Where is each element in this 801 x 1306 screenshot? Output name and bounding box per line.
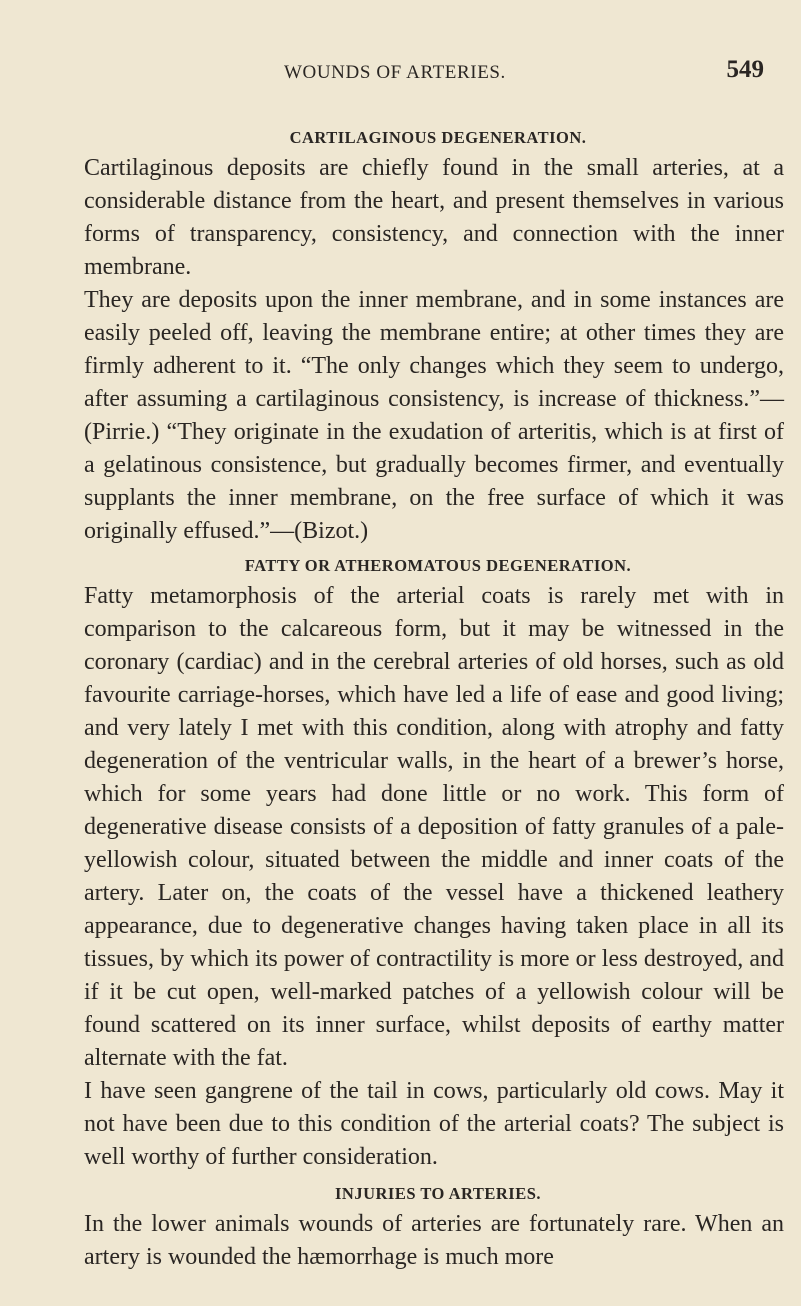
running-title: WOUNDS OF ARTERIES.	[284, 62, 506, 83]
page-body	[84, 128, 784, 1274]
paragraph: Fatty metamorphosis of the arterial coats is rarely met with in comparison to the calcareous form, but it may be witnessed in the coronary (cardiac) and in the cerebral arteries of old horses, such as old favourite carriage-horses, which have led a life of ease and good living; and very lately I met with this condition, along with atrophy and fatty degeneration of the ventricular walls, in the heart of a brewer’s horse, which for some years had done little or no work. This form of degenerative disease consists of a deposition of fatty granules of a pale-yellowish colour, situated between the middle and inner coats of the artery. Later on, the coats of the vessel have a thickened leathery appearance, due to degenerative changes having taken place in all its tissues, by which its power of contractility is more or less destroyed, and if it be cut open, well-marked patches of a yellowish colour will be found scattered on its inner surface, whilst deposits of earthy matter alternate with the fat.	[84, 583, 784, 1071]
section-heading-injuries: INJURIES TO ARTERIES.	[334, 1184, 541, 1203]
paragraph: They are deposits upon the inner membrane, and in some instances are easily peeled off, leaving the membrane entire; at other times they are firmly adherent to it. “The only changes which they seem to undergo, after assuming a cartilaginous consistency, is increase of thickness.”—(Pirrie.) “They originate in the exudation of arteritis, which is at first of a gelatinous consistence, but gradually becomes firmer, and eventually supplants the inner membrane, on the free surface of which it was originally effused.”—(Bizot.)	[84, 287, 784, 544]
section-heading-cartilaginous: CARTILAGINOUS DEGENERATION.	[289, 128, 587, 147]
page-number: 549	[726, 56, 764, 83]
paragraph: Cartilaginous deposits are chiefly found in the small arteries, at a considerable distance from the heart, and present themselves in various forms of transparency, consistency, and connection with the inner membrane.	[84, 155, 784, 280]
running-head	[84, 56, 778, 86]
paragraph: In the lower animals wounds of arteries are fortunately rare. When an artery is wounded the hæmorrhage is much more	[84, 1211, 784, 1270]
section-heading-fatty: FATTY OR ATHEROMATOUS DEGENERATION.	[244, 556, 632, 575]
paragraph: I have seen gangrene of the tail in cows, particularly old cows. May it not have been due to this condition of the arterial coats? The subject is well worthy of further consideration.	[84, 1078, 784, 1170]
